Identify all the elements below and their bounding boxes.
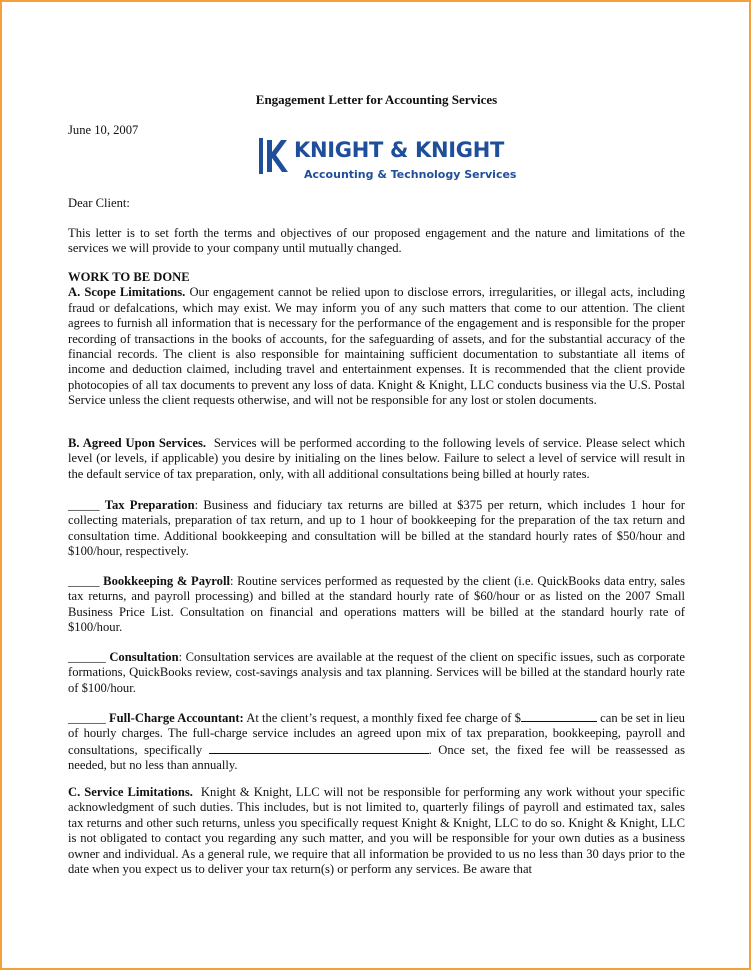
tax-label: Tax Preparation [104,498,195,512]
consultation-paragraph [68,650,685,696]
agreed-label: B. Agreed Upon Services. [68,436,207,450]
intro-paragraph: This letter is to set forth the terms and objectives of our proposed engagement and the nature and limitations of the services we will provide to your company until mutually changed. [68,226,685,256]
salutation: Dear Client: [68,196,130,210]
scope-label: A. Scope Limitations. [68,285,186,300]
tax-text: : Business and fiduciary tax returns are billed at $375 per return, which includes 1 hour for collecting materials, preparation of tax return, and up to 1 hour of bookkeeping for the preparation of the tax return and consultation time. Additional bookkeeping and consultation will be billed at the standard hourly rates of $50/hour and $100/hour, respectively. [68,498,685,559]
fee-amount-blank[interactable] [521,710,597,722]
full-charge-text-3: . Once set, the fixed fee will be reassessed as needed, but no less than annually. [68,742,685,773]
letter-page [2,2,749,968]
bookkeeping-initial-blank[interactable]: _____ [68,574,100,588]
services-specification-blank[interactable] [209,742,429,754]
full-charge-initial-blank[interactable]: ______ [68,711,106,725]
consultation-initial-blank[interactable]: ______ [68,650,106,664]
service-limitations-paragraph [68,785,685,877]
full-charge-label: Full-Charge Accountant: [108,711,244,725]
tax-initial-blank[interactable]: _____ [68,498,100,512]
full-charge-paragraph [68,710,685,774]
scope-paragraph [68,285,685,408]
bookkeeping-paragraph [68,574,685,636]
service-limitations-text: Knight & Knight, LLC will not be responsible for performing any work without your specific acknowledgment of such duties. This includes, but is not limited to, quarterly filings of payroll and estimated tax, sales tax returns and other such returns, unless you specifically request Knight & Knight, LLC to do so. Knight & Knight, LLC is not obligated to contact you regarding any such matter, and you will be responsible for your own duties as a business owner and individual. As a general rule, we require that all information be provided to us no less than 30 days prior to the date when you expect us to deliver your tax return(s) or perform any services. Be aware that [68,785,685,877]
service-limitations-label: C. Service Limitations. [68,785,193,799]
bookkeeping-label: Bookkeeping & Payroll [103,574,230,588]
full-charge-text-1: At the client’s request, a monthly fixed fee charge of $ [246,711,521,725]
agreed-services-paragraph [68,436,685,482]
logo-company-subtitle: Accounting & Technology Services [304,168,517,181]
consultation-text: : Consultation services are available at the request of the client on specific issues, such as corporate formations, QuickBooks review, cost-savings analysis and tax planning. Services will be billed at the standard hourly rate of $100/hour. [68,650,685,695]
scope-text: Our engagement cannot be relied upon to disclose errors, irregularities, or illegal acts, including fraud or defalcations, which may exist. We may inform you of any such matters that come to our attention. The client agrees to furnish all information that is necessary for the performance of the engagement and is responsible for the proper recording of transactions in the books of accounts, for the safeguarding of assets, and for the substantial accuracy of the financial records. The client is also responsible for maintaining sufficient documentation to substantiate all items of income and deduction claimed, including travel and entertainment expenses. It is recommended that the client provide photocopies of all tax documents to prevent any loss of data. Knight & Knight, LLC conducts business via the U.S. Postal Service unless the client requests otherwise, and will not be responsible for any lost or stolen documents. [68,285,685,408]
bookkeeping-text: : Routine services performed as requested by the client (i.e. QuickBooks data entry, sales tax returns, and payroll processing) and billed at the standard hourly rate of $60/hour or as listed on the 2007 Small Business Price List. Consultation on financial and operations matters will be billed at the standard hourly rate of $100/hour. [68,574,686,635]
tax-preparation-paragraph [68,498,685,560]
logo-company-name: KNIGHT & KNIGHT [294,138,505,162]
knight-logo-icon [258,136,288,176]
letter-date: June 10, 2007 [68,123,139,137]
full-charge-text-2: can be set in lieu of hourly charges. The full-charge service includes an agreed upon mix of tax preparation, bookkeeping, payroll and consultations, specifically [68,711,685,757]
work-heading: WORK TO BE DONE [68,270,190,284]
agreed-text: Services will be performed according to the following levels of service. Please select which level (or levels, if applicable) you desire by initialing on the lines below. Failure to select a level of service will result in the default service of tax preparation, only, with all additional consultations being billed at hourly rates. [68,436,686,481]
work-section [68,270,685,409]
company-logo [258,131,517,183]
consultation-label: Consultation [109,650,179,664]
document-title: Engagement Letter for Accounting Services [255,92,498,107]
